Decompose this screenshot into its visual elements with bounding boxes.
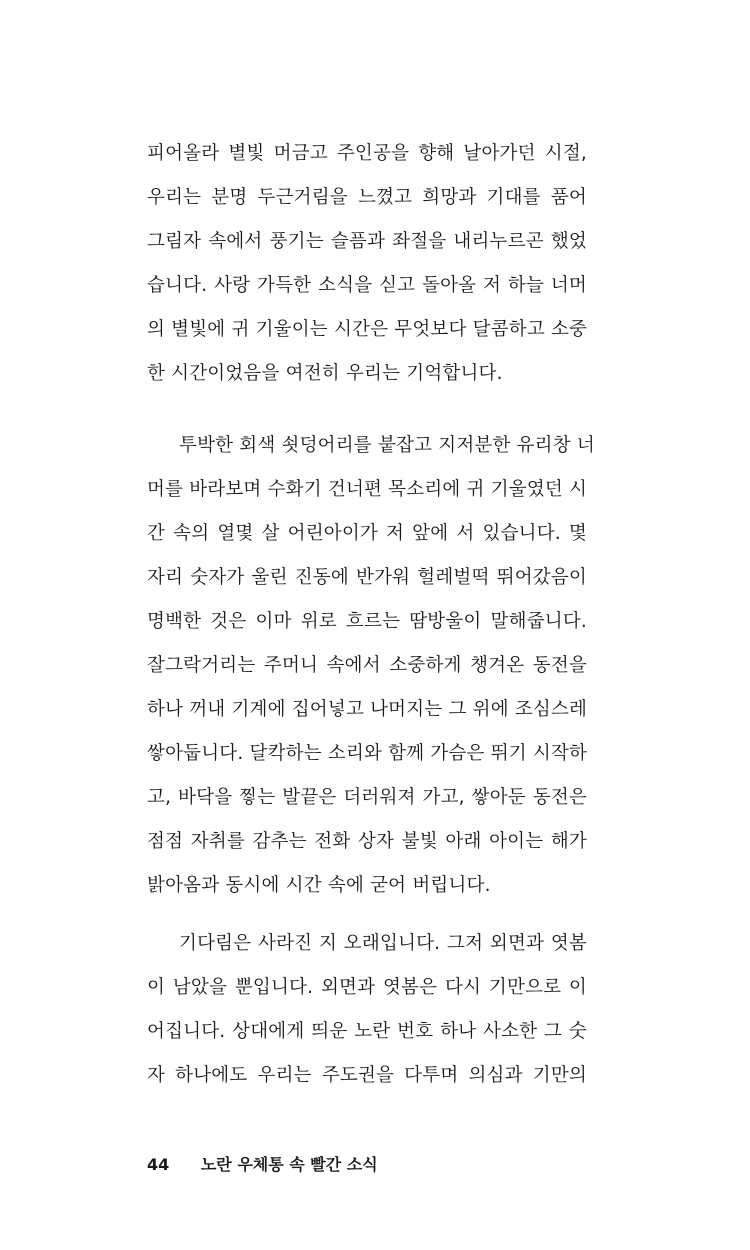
text-line: 습니다. 사랑 가득한 소식을 싣고 돌아올 저 하늘 너머 xyxy=(147,275,587,296)
text-line: 머를 바라보며 수화기 건너편 목소리에 귀 기울였던 시 xyxy=(147,479,588,500)
text-line: 그림자 속에서 풍기는 슬픔과 좌절을 내리누르곤 했었 xyxy=(147,231,587,252)
page-footer xyxy=(147,1150,378,1180)
text-line: 쌓아둡니다. 달칵하는 소리와 함께 가슴은 뛰기 시작하 xyxy=(147,743,588,764)
text-line: 피어올라 별빛 머금고 주인공을 향해 날아가던 시절, xyxy=(147,143,587,164)
text-line: 간 속의 열몇 살 어린아이가 저 앞에 서 있습니다. 몇 xyxy=(147,523,587,544)
text-line: 명백한 것은 이마 위로 흐르는 땀방울이 말해줍니다. xyxy=(147,611,587,632)
text-line: 하나 꺼내 기계에 집어넣고 나머지는 그 위에 조심스레 xyxy=(147,699,588,720)
text-line-indented: 투박한 회색 쇳덩어리를 붙잡고 지저분한 유리창 너 xyxy=(179,435,595,456)
text-line: 이 남았을 뿐입니다. 외면과 엿봄은 다시 기만으로 이 xyxy=(147,977,587,998)
text-line-indented: 기다림은 사라진 지 오래입니다. 그저 외면과 엿봄 xyxy=(179,933,587,954)
text-line: 한 시간이었음을 여전히 우리는 기억합니다. xyxy=(147,363,503,384)
text-line: 점점 자취를 감추는 전화 상자 불빛 아래 아이는 해가 xyxy=(147,831,587,852)
text-line: 어집니다. 상대에게 띄운 노란 번호 하나 사소한 그 숫 xyxy=(147,1021,587,1042)
paragraph-3 xyxy=(147,922,587,1098)
paragraph-1 xyxy=(147,132,587,396)
text-line: 우리는 분명 두근거림을 느꼈고 희망과 기대를 품어 xyxy=(147,187,587,208)
text-line: 잘그락거리는 주머니 속에서 소중하게 챙겨온 동전을 xyxy=(147,655,587,676)
text-line: 자 하나에도 우리는 주도권을 다투며 의심과 기만의 xyxy=(147,1065,587,1086)
running-title: 노란 우체통 속 빨간 소식 xyxy=(200,1155,378,1174)
text-line: 고, 바닥을 찧는 발끝은 더러워져 가고, 쌓아둔 동전은 xyxy=(147,787,587,808)
paragraph-2 xyxy=(147,424,595,908)
text-line: 의 별빛에 귀 기울이는 시간은 무엇보다 달콤하고 소중 xyxy=(147,319,588,340)
text-line: 밝아옴과 동시에 시간 속에 굳어 버립니다. xyxy=(147,875,491,896)
text-line: 자리 숫자가 울린 진동에 반가워 헐레벌떡 뛰어갔음이 xyxy=(147,567,587,588)
page-number: 44 xyxy=(147,1155,170,1174)
